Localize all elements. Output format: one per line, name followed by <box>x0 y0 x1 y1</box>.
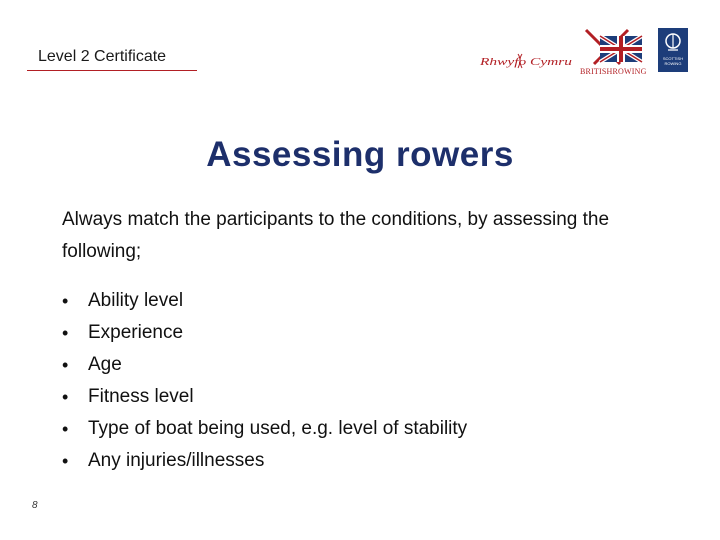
welsh-rowing-logo-text: Rhwyfo Cymru <box>478 56 573 68</box>
assessment-list <box>62 285 467 477</box>
bullet-icon: • <box>62 387 69 407</box>
bullet-icon: • <box>62 291 69 311</box>
bullet-icon: • <box>62 323 69 343</box>
list-item-text: Experience <box>88 322 184 343</box>
list-item <box>62 413 467 445</box>
bullet-icon: • <box>62 355 69 375</box>
list-item-text: Any injuries/illnesses <box>88 450 265 471</box>
british-rowing-text: BRITISHROWING <box>580 67 647 76</box>
header-rule <box>27 70 197 71</box>
list-item-text: Age <box>88 354 122 375</box>
partner-logos <box>478 24 698 80</box>
list-item <box>62 381 467 413</box>
scottish-rowing-text: SCOTTISH ROWING <box>662 56 684 66</box>
list-item-text: Ability level <box>88 290 184 311</box>
page-number: 8 <box>32 500 38 511</box>
list-item <box>62 285 467 317</box>
list-item-text: Fitness level <box>88 386 194 407</box>
header-label: Level 2 Certificate <box>38 48 167 65</box>
list-item <box>62 317 467 349</box>
bullet-icon: • <box>62 419 69 439</box>
list-item-text: Type of boat being used, e.g. level of stability <box>88 418 468 439</box>
list-item <box>62 445 467 477</box>
slide-title: Assessing rowers <box>206 135 514 174</box>
welsh-rowing-logo <box>478 50 574 72</box>
thistle-icon <box>658 28 688 58</box>
bullet-icon: • <box>62 451 69 471</box>
intro-text: Always match the participants to the conditions, by assessing the following; <box>62 209 610 262</box>
list-item <box>62 349 467 381</box>
